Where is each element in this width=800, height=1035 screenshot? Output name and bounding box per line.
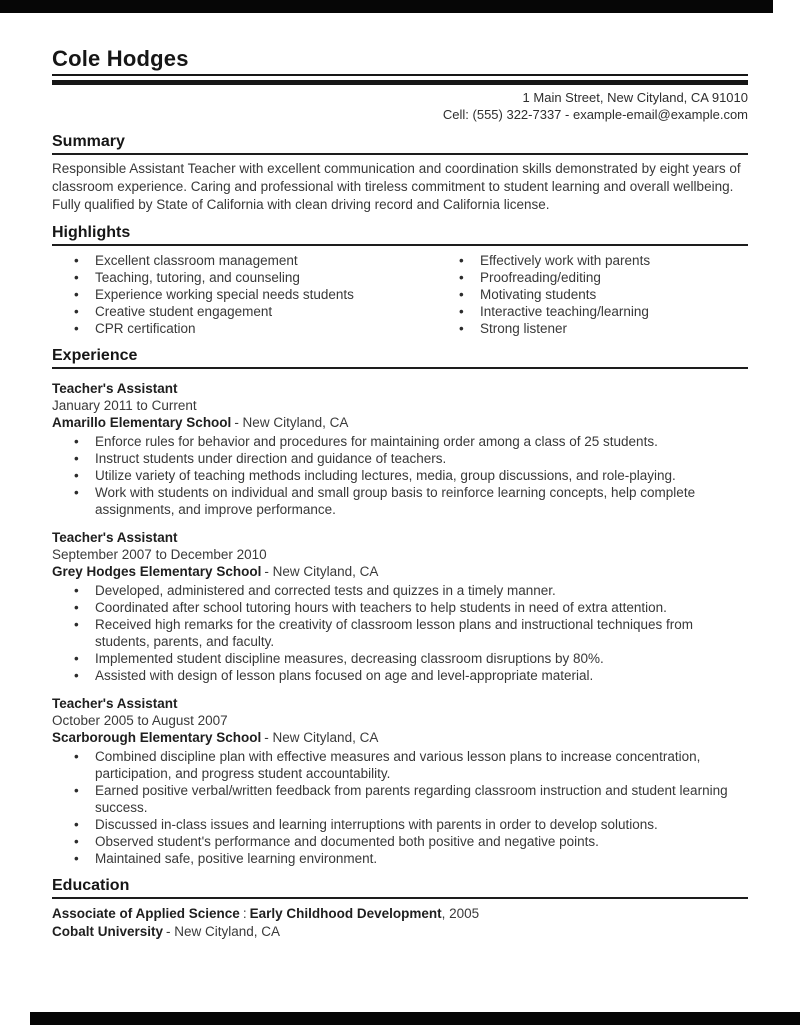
list-item: [52, 467, 748, 484]
job-bullet: Instruct students under direction and guidance of teachers.: [95, 451, 447, 466]
address-line: 1 Main Street, New Cityland, CA 91010: [522, 90, 748, 105]
highlight-label: CPR certification: [95, 321, 196, 336]
job-bullet: Implemented student discipline measures, decreasing classroom disruptions by 80%.: [95, 651, 604, 666]
list-item: [52, 582, 748, 599]
contact-block: [52, 89, 748, 123]
bullet-icon: [459, 320, 464, 337]
job-school-line: [52, 729, 748, 747]
bullet-icon: [74, 782, 79, 799]
degree-separator: :: [242, 906, 247, 921]
list-item: [52, 320, 437, 337]
bullet-icon: [74, 320, 79, 337]
highlights-column-left: [52, 252, 437, 337]
list-item: [52, 599, 748, 616]
highlight-label: Teaching, tutoring, and counseling: [95, 270, 300, 285]
highlights-list: [52, 252, 748, 337]
list-item: [52, 850, 748, 867]
school-location: - New Cityland, CA: [234, 415, 349, 430]
bullet-icon: [74, 582, 79, 599]
bullet-icon: [459, 303, 464, 320]
list-item: [52, 748, 748, 782]
list-item: [52, 833, 748, 850]
list-item: [52, 667, 748, 684]
bullet-icon: [74, 303, 79, 320]
highlight-label: Proofreading/editing: [480, 270, 601, 285]
highlight-label: Excellent classroom management: [95, 253, 298, 268]
experience-job: [52, 695, 748, 867]
job-bullet: Assisted with design of lesson plans focused on age and level-appropriate material.: [95, 668, 594, 683]
list-item: [52, 433, 748, 450]
school-location: - New Cityland, CA: [264, 730, 379, 745]
list-item: [52, 616, 748, 650]
name-underline: [52, 74, 748, 76]
list-item: [52, 269, 437, 286]
summary-text: Responsible Assistant Teacher with excellent communication and coordination skills demonstrated by eight years of classroom experience. Caring and professional with tireless commitment to student learning and overall wellbeing. Fully qualified by State of California with clean driving record and California license.: [52, 161, 741, 212]
job-bullet: Combined discipline plan with effective measures and various lesson plans to increase concentration, participation, and progress student accountability.: [95, 749, 701, 781]
highlight-label: Effectively work with parents: [480, 253, 651, 268]
highlight-label: Strong listener: [480, 321, 568, 336]
bullet-icon: [74, 748, 79, 765]
bullet-icon: [74, 616, 79, 633]
list-item: [437, 269, 748, 286]
highlight-label: Motivating students: [480, 287, 597, 302]
list-item: [437, 286, 748, 303]
bullet-icon: [74, 286, 79, 303]
job-dates: January 2011 to Current: [52, 398, 197, 413]
bullet-icon: [74, 433, 79, 450]
bullet-icon: [74, 850, 79, 867]
university-name: Cobalt University: [52, 924, 164, 939]
education-university-line: [52, 923, 748, 941]
school-name: Grey Hodges Elementary School: [52, 564, 262, 579]
resume-content: [52, 0, 748, 941]
job-bullet: Enforce rules for behavior and procedures for maintaining order among a class of 25 students.: [95, 434, 658, 449]
job-bullet: Earned positive verbal/written feedback from parents regarding classroom instruction and student learning success.: [95, 783, 728, 815]
job-bullet: Maintained safe, positive learning environment.: [95, 851, 378, 866]
section-title-experience: Experience: [52, 346, 748, 369]
job-title: Teacher's Assistant: [52, 696, 178, 711]
highlights-column-right: [437, 252, 748, 337]
list-item: [437, 252, 748, 269]
bullet-icon: [74, 599, 79, 616]
bullet-icon: [74, 252, 79, 269]
school-name: Amarillo Elementary School: [52, 415, 232, 430]
school-location: - New Cityland, CA: [264, 564, 379, 579]
bullet-icon: [74, 667, 79, 684]
job-bullet: Coordinated after school tutoring hours with teachers to help students in need of extra attention.: [95, 600, 667, 615]
phone-email-line: Cell: (555) 322-7337 - example-email@example.com: [442, 107, 748, 122]
list-item: [52, 252, 437, 269]
job-dates: September 2007 to December 2010: [52, 547, 267, 562]
section-title-summary: Summary: [52, 132, 748, 155]
education-degree-line: [52, 905, 748, 923]
highlight-label: Interactive teaching/learning: [480, 304, 649, 319]
experience-job: [52, 380, 748, 518]
experience-job: [52, 529, 748, 684]
list-item: [52, 782, 748, 816]
bullet-icon: [74, 484, 79, 501]
job-bullet: Received high remarks for the creativity of classroom lesson plans and instructional techniques from students, parents, and faculty.: [95, 617, 694, 649]
page-title: Cole Hodges: [52, 46, 189, 71]
highlight-label: Creative student engagement: [95, 304, 273, 319]
section-title-highlights: Highlights: [52, 223, 748, 246]
job-school-line: [52, 414, 748, 432]
bullet-icon: [74, 467, 79, 484]
list-item: [52, 303, 437, 320]
header-divider: [52, 80, 748, 85]
bullet-icon: [459, 252, 464, 269]
job-bullet: Developed, administered and corrected tests and quizzes in a timely manner.: [95, 583, 556, 598]
list-item: [52, 816, 748, 833]
bullet-icon: [74, 269, 79, 286]
job-title: Teacher's Assistant: [52, 381, 178, 396]
bullet-icon: [459, 286, 464, 303]
list-item: [52, 286, 437, 303]
degree-field: Early Childhood Development: [249, 906, 442, 921]
list-item: [52, 650, 748, 667]
highlight-label: Experience working special needs students: [95, 287, 354, 302]
job-bullet: Observed student's performance and documented both positive and negative points.: [95, 834, 599, 849]
list-item: [52, 450, 748, 467]
bullet-icon: [74, 650, 79, 667]
university-location: - New Cityland, CA: [166, 924, 281, 939]
job-dates: October 2005 to August 2007: [52, 713, 228, 728]
job-bullet: Work with students on individual and small group basis to reinforce learning concepts, help complete assignments, and improve performance.: [95, 485, 696, 517]
school-name: Scarborough Elementary School: [52, 730, 262, 745]
bullet-icon: [74, 833, 79, 850]
job-bullet: Discussed in-class issues and learning interruptions with parents in order to develop solutions.: [95, 817, 658, 832]
job-title: Teacher's Assistant: [52, 530, 178, 545]
list-item: [437, 303, 748, 320]
bullet-icon: [74, 816, 79, 833]
job-school-line: [52, 563, 748, 581]
list-item: [437, 320, 748, 337]
bottom-bar-decoration: [30, 1012, 800, 1025]
section-title-education: Education: [52, 876, 748, 899]
degree-year: , 2005: [441, 906, 480, 921]
bullet-icon: [459, 269, 464, 286]
job-bullet: Utilize variety of teaching methods including lectures, media, group discussions, and role-playing.: [95, 468, 676, 483]
degree-name: Associate of Applied Science: [52, 906, 240, 921]
bullet-icon: [74, 450, 79, 467]
list-item: [52, 484, 748, 518]
